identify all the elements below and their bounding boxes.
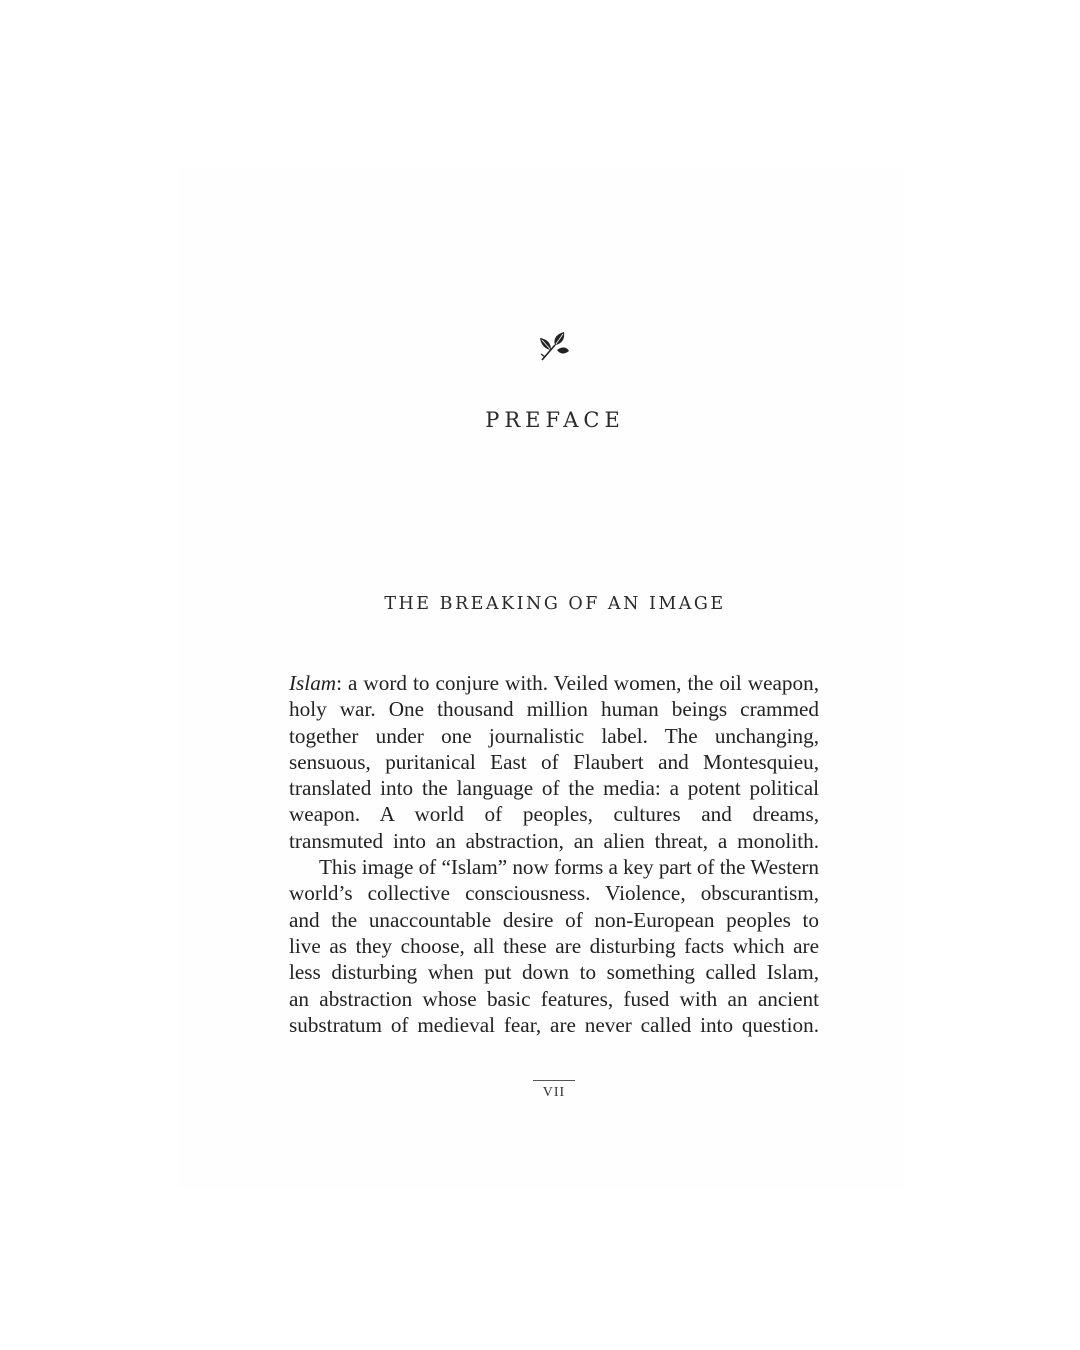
folio-rule	[533, 1080, 575, 1081]
paragraph	[289, 670, 819, 854]
chapter-title: PREFACE	[485, 408, 625, 432]
paragraph	[289, 854, 819, 1038]
leaf-sprig-icon	[537, 330, 571, 364]
text-line: translated into the language of the media: a potent political	[289, 776, 819, 801]
text-line: and the unaccountable desire of non-European peoples to	[289, 907, 819, 932]
section-title: THE BREAKING OF AN IMAGE	[384, 594, 726, 614]
text-line: holy war. One thousand million human beings crammed	[289, 697, 819, 722]
body-text	[289, 670, 819, 1038]
text-line: together under one journalistic label. The unchanging,	[289, 723, 819, 748]
text-line: sensuous, puritanical East of Flaubert and Montesquieu,	[289, 749, 819, 774]
text-line: less disturbing when put down to something called Islam,	[289, 960, 819, 985]
text-line: Islam: a word to conjure with. Veiled women, the oil weapon,	[289, 671, 819, 695]
italic-word: Islam	[289, 671, 337, 695]
text-line: weapon. A world of peoples, cultures and dreams,	[289, 802, 819, 827]
text-line: substratum of medieval fear, are never called into question.	[289, 1012, 819, 1037]
text-line: transmuted into an abstraction, an alien threat, a monolith.	[289, 828, 819, 853]
text-line: live as they choose, all these are disturbing facts which are	[289, 933, 819, 958]
text-line: an abstraction whose basic features, fused with an ancient	[289, 986, 819, 1011]
text-line: world’s collective consciousness. Violence, obscurantism,	[289, 881, 819, 906]
text-line: This image of “Islam” now forms a key part of the Western	[319, 855, 819, 880]
page-number: VII	[542, 1085, 566, 1100]
